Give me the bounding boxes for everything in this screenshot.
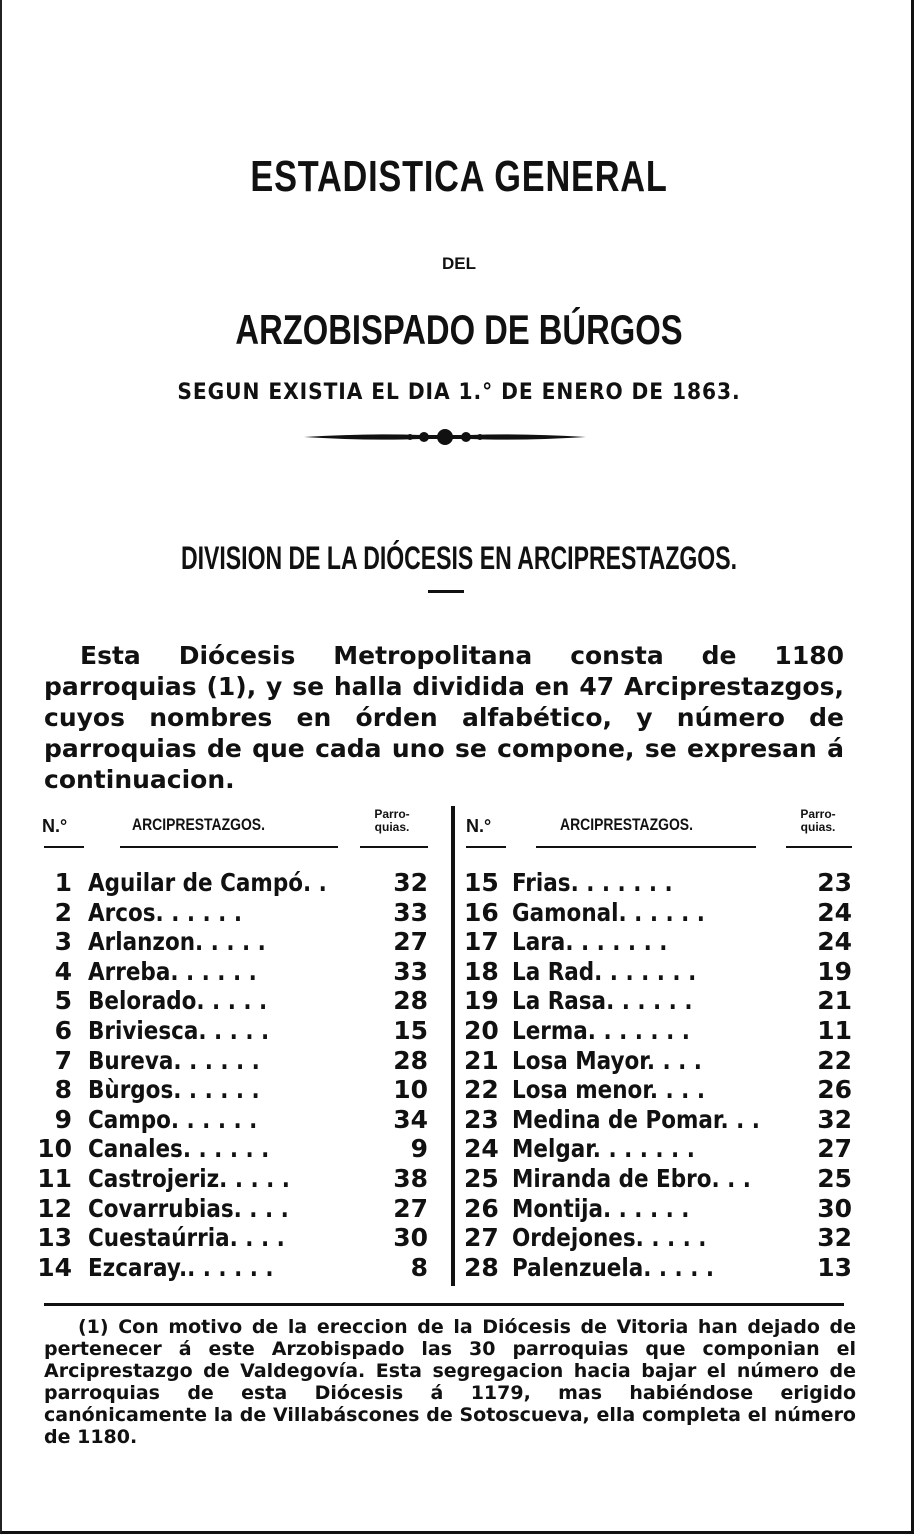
leader-dots: . . (719, 1163, 751, 1193)
arciprestazgo-name (512, 957, 696, 986)
name-text: Arlanzon. (88, 927, 204, 957)
row-number: 17 (464, 927, 499, 957)
name-text: Lerma. (512, 1015, 596, 1045)
parroquias-count: 26 (817, 1075, 852, 1105)
row-number: 5 (54, 986, 72, 1016)
leader-dots: . . . . . (614, 986, 693, 1016)
ornament-rule (300, 422, 590, 452)
row-number: 1 (54, 868, 72, 897)
leader-dots: . (311, 868, 327, 897)
leader-dots: . . . . . (181, 1045, 260, 1075)
leader-dots: . . . . . (179, 1104, 258, 1134)
parroquias-count: 24 (817, 897, 852, 927)
leader-dots: . . . . . (163, 897, 243, 927)
row-number: 11 (37, 1163, 72, 1193)
leader-dots: . . . . (643, 1223, 707, 1253)
name-text: Medina de Pomar. (512, 1104, 729, 1134)
arciprestazgo-name (88, 986, 267, 1015)
name-text: Gamonal. (512, 897, 627, 927)
header-rule (44, 846, 84, 848)
leader-dots: . . . . . (191, 1134, 270, 1164)
parroquias-count: 27 (393, 927, 428, 957)
parroquias-count: 32 (393, 868, 428, 897)
arciprestazgo-name (88, 1016, 269, 1045)
row-number: 14 (37, 1252, 72, 1282)
row-number: 4 (54, 956, 72, 986)
arciprestazgo-name (512, 868, 673, 897)
name-text: La Rasa. (512, 986, 615, 1016)
header-arciprestazgos-left: ARCIPRESTAZGOS. (132, 815, 265, 834)
arciprestazgo-name (512, 1105, 760, 1134)
name-text: Cuestaúrria. (88, 1223, 238, 1253)
row-number: 2 (54, 897, 72, 927)
name-text: Canales. (88, 1134, 192, 1164)
leader-dots: . . . . . . (573, 927, 668, 957)
parroquias-count: 33 (393, 897, 428, 927)
parroquias-count: 11 (817, 1015, 852, 1045)
arciprestazgo-name (512, 1134, 695, 1163)
parroquias-count: 27 (817, 1134, 852, 1164)
row-number: 23 (464, 1104, 499, 1134)
row-number: 12 (37, 1193, 72, 1223)
arciprestazgo-name (512, 1046, 702, 1075)
header-rule (536, 846, 756, 848)
row-number: 6 (54, 1015, 72, 1045)
arciprestazgo-name (512, 927, 667, 956)
document-subtitle: ARZOBISPADO DE BÚRGOS (235, 306, 683, 353)
name-text: La Rad. (512, 956, 603, 986)
row-number: 26 (464, 1193, 499, 1223)
leader-dots: . . . . . (178, 956, 257, 986)
name-text: Covarrubias. (88, 1193, 242, 1223)
row-number: 21 (464, 1045, 499, 1075)
leader-dots: . . . . (651, 1252, 715, 1282)
parroquias-count: 24 (817, 927, 852, 957)
parroquias-count: 32 (817, 1223, 852, 1253)
arciprestazgo-name (88, 927, 266, 956)
leader-dots: . . . . . . (600, 1134, 695, 1164)
name-text: Belorado. (88, 986, 205, 1016)
row-number: 18 (464, 956, 499, 986)
name-text: Montija. (512, 1193, 612, 1223)
name-text: Arreba. (88, 956, 179, 986)
header-rule (786, 846, 852, 848)
name-text: Castrojeriz. (88, 1163, 228, 1193)
row-number: 22 (464, 1075, 499, 1105)
leader-dots: . . . (237, 1223, 285, 1253)
header-arciprestazgos-right: ARCIPRESTAZGOS. (560, 815, 693, 834)
leader-dots: . . . . . (181, 1075, 260, 1105)
parroquias-count: 19 (817, 956, 852, 986)
row-number: 9 (54, 1104, 72, 1134)
header-rule (360, 846, 428, 848)
arciprestazgo-name (512, 1194, 689, 1223)
arciprestazgo-name (88, 1223, 285, 1252)
parroquias-count: 22 (817, 1045, 852, 1075)
name-text: Melgar. (512, 1134, 601, 1164)
date-line: SEGUN EXISTIA EL DIA 1.° DE ENERO DE 1863. (177, 380, 741, 405)
document-title: ESTADISTICA GENERAL (250, 152, 668, 201)
leader-dots: . . . . (204, 986, 268, 1016)
name-text: Frias. (512, 868, 579, 897)
header-no-left: N.° (42, 816, 68, 836)
row-number: 10 (37, 1134, 72, 1164)
parroquias-count: 21 (817, 986, 852, 1016)
row-number: 27 (464, 1223, 499, 1253)
arciprestazgo-name (88, 1105, 257, 1134)
arciprestazgo-name (512, 1223, 706, 1252)
row-number: 8 (54, 1075, 72, 1105)
name-text: Ezcaray.. (88, 1252, 196, 1282)
parroquias-count: 30 (393, 1223, 428, 1253)
heading-dash (428, 590, 464, 593)
name-text: Ordejones. (512, 1223, 644, 1253)
arciprestazgo-name (88, 1253, 274, 1282)
arciprestazgo-name (88, 957, 257, 986)
name-text: Briviesca. (88, 1015, 207, 1045)
leader-dots: . . . . . . (595, 1015, 690, 1045)
footnote: (1) Con motivo de la ereccion de la Diócesis de Vitoria han dejado de pertenecer á este Arzobispado las 30 parroquias que componian el Arciprestazgo de Valdegovía. Esta segregacion hacia bajar el número de parroquias de esta Diócesis á 1179, mas habiéndose erigido canónicamente la de Villabáscones de Sotoscueva, ella completa el número de 1180. (44, 1316, 856, 1448)
leader-dots: . . . . (203, 927, 266, 957)
leader-dots: . . . . . . (578, 868, 673, 897)
parroquias-count: 34 (393, 1104, 428, 1134)
parroquias-count: 25 (817, 1163, 852, 1193)
parroquias-count: 32 (817, 1104, 852, 1134)
parroquias-count: 13 (817, 1252, 852, 1282)
row-number: 28 (464, 1252, 499, 1282)
title-connector: DEL (442, 254, 476, 273)
header-no-right: N.° (466, 816, 492, 836)
arciprestazgo-name (88, 1134, 269, 1163)
arciprestazgo-name (88, 898, 242, 927)
header-rule (466, 846, 506, 848)
arciprestazgo-name (512, 1164, 751, 1193)
row-number: 15 (464, 868, 499, 897)
parroquias-count: 9 (410, 1134, 428, 1164)
arciprestazgo-name (512, 1016, 690, 1045)
arciprestazgo-name (512, 1253, 714, 1282)
row-number: 7 (54, 1045, 72, 1075)
parroquias-count: 28 (393, 1045, 428, 1075)
name-text: Arcos. (88, 897, 164, 927)
name-text: Bureva. (88, 1045, 182, 1075)
arciprestazgo-name (512, 986, 693, 1015)
leader-dots: . . (728, 1104, 760, 1134)
intro-paragraph: Esta Diócesis Metropolitana consta de 1180 parroquias (1), y se halla dividida en 47 Arciprestazgos, cuyos nombres en órden alfabético, y número de parroquias de que cada uno se compone, se expresan á continuacion. (44, 641, 844, 794)
name-text: Lara. (512, 927, 574, 957)
leader-dots: . . . . . . (602, 956, 697, 986)
arciprestazgo-name (512, 898, 705, 927)
leader-dots: . . . . (227, 1163, 290, 1193)
row-number: 19 (464, 986, 499, 1016)
header-rule (120, 846, 338, 848)
arciprestazgo-name (88, 1075, 260, 1104)
parroquias-count: 28 (393, 986, 428, 1016)
leader-dots: . . . (658, 1075, 706, 1105)
parroquias-count: 33 (393, 956, 428, 986)
name-text: Palenzuela. (512, 1252, 652, 1282)
arciprestazgo-name (512, 1075, 705, 1104)
name-text: Losa menor. (512, 1075, 659, 1105)
row-number: 3 (54, 927, 72, 957)
parroquias-count: 23 (817, 868, 852, 897)
row-number: 20 (464, 1015, 499, 1045)
arciprestazgo-name (88, 868, 327, 897)
parroquias-count: 27 (393, 1193, 428, 1223)
header-parroquias-right: Parro-quias. (800, 807, 836, 834)
parroquias-count: 15 (393, 1015, 428, 1045)
column-divider (451, 806, 455, 1286)
row-number: 25 (464, 1163, 499, 1193)
name-text: Campo. (88, 1104, 180, 1134)
leader-dots: . . . . (206, 1015, 270, 1045)
footnote-rule (44, 1303, 844, 1306)
arciprestazgo-name (88, 1194, 289, 1223)
parroquias-count: 8 (410, 1252, 428, 1282)
header-parroquias-left: Parro-quias. (374, 807, 410, 834)
name-text: Bùrgos. (88, 1075, 182, 1105)
name-text: Losa Mayor. (512, 1045, 656, 1075)
leader-dots: . . . (241, 1193, 289, 1223)
parroquias-count: 38 (393, 1163, 428, 1193)
row-number: 24 (464, 1134, 499, 1164)
name-text: Aguilar de Campó. (88, 868, 312, 897)
arciprestazgo-name (88, 1046, 260, 1075)
leader-dots: . . . . . (626, 897, 705, 927)
section-heading: DIVISION DE LA DIÓCESIS EN ARCIPRESTAZGOS. (180, 540, 737, 576)
leader-dots: . . . . . (611, 1193, 690, 1223)
arciprestazgo-name (88, 1164, 290, 1193)
row-number: 16 (464, 897, 499, 927)
parroquias-count: 10 (393, 1075, 428, 1105)
row-number: 13 (37, 1223, 72, 1253)
leader-dots: . . . . . (195, 1252, 274, 1282)
name-text: Miranda de Ebro. (512, 1163, 720, 1193)
leader-dots: . . . (655, 1045, 702, 1075)
parroquias-count: 30 (817, 1193, 852, 1223)
